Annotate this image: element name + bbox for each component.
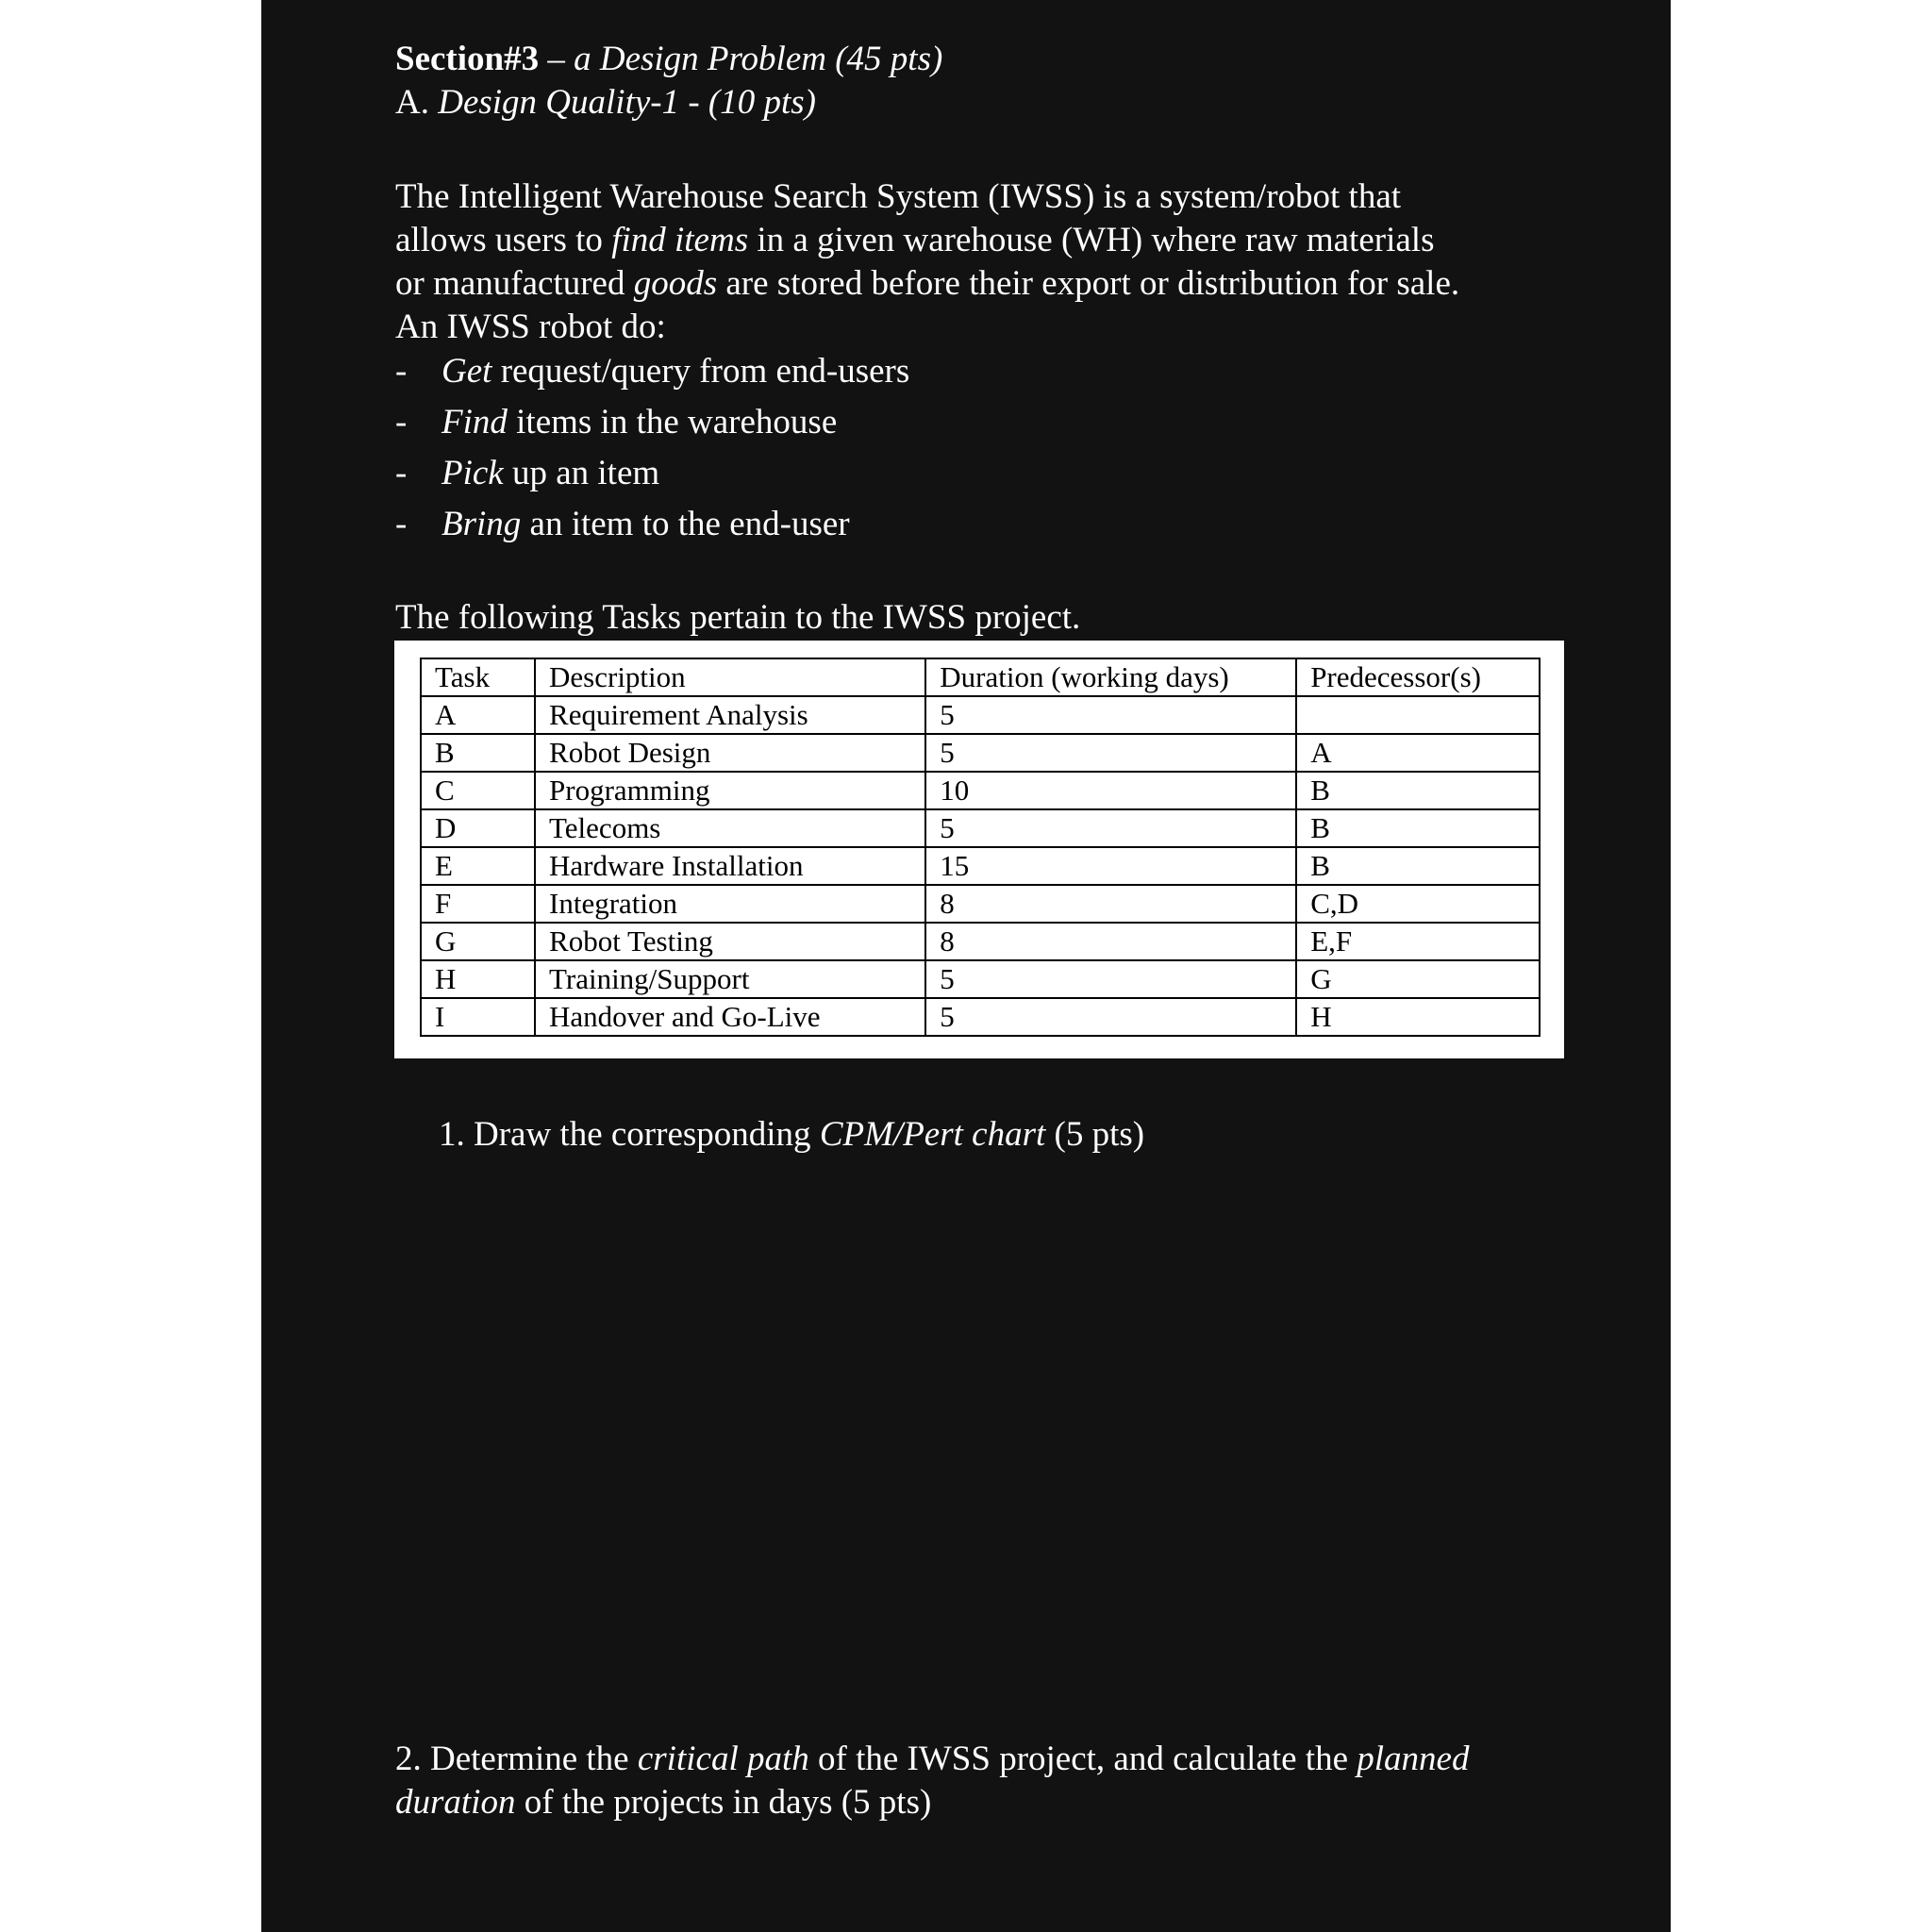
cell-description: Robot Design [535,734,925,772]
question-2-text-a: 2. Determine the [395,1740,638,1778]
subsection-title [395,81,942,125]
question-2-line-1 [395,1738,1669,1781]
table-header-row [421,658,1540,696]
table-row [421,734,1540,772]
section-subtitle: – a Design Problem (45 pts) [539,40,943,78]
question-2 [395,1738,1669,1824]
subsection-text: Design Quality-1 - (10 pts) [438,83,817,122]
cell-task: A [421,696,535,734]
cell-duration: 5 [925,734,1296,772]
cell-task: C [421,772,535,809]
section-title [395,38,942,81]
header-predecessors: Predecessor(s) [1296,658,1540,696]
list-item-verb: Get [441,352,492,391]
cell-predecessors: B [1296,772,1540,809]
cell-task: E [421,847,535,885]
cell-duration: 8 [925,923,1296,960]
question-1-emph: CPM/Pert chart [819,1115,1046,1154]
question-2-text-c: of the projects in days (5 pts) [515,1783,932,1822]
cell-description: Telecoms [535,809,925,847]
cell-duration: 8 [925,885,1296,923]
header-task: Task [421,658,535,696]
table-row [421,847,1540,885]
cell-predecessors [1296,696,1540,734]
intro-line-4: An IWSS robot do: [395,308,666,346]
cell-task: B [421,734,535,772]
cell-description: Robot Testing [535,923,925,960]
dash-marker: - [395,352,408,391]
list-item [395,452,909,503]
table-row [421,772,1540,809]
cell-description: Training/Support [535,960,925,998]
task-table-panel [394,641,1564,1058]
header-duration: Duration (working days) [925,658,1296,696]
task-table [420,658,1541,1037]
cell-duration: 15 [925,847,1296,885]
question-1-suffix: (5 pts) [1045,1115,1145,1154]
subsection-label: A. [395,83,439,122]
question-2-emph-a: critical path [637,1740,809,1778]
table-row [421,885,1540,923]
cell-task: H [421,960,535,998]
list-item-verb: Pick [441,454,504,492]
list-item [395,401,909,452]
intro-line-3-emph: goods [633,264,718,303]
list-item [395,503,909,554]
question-2-emph-b: planned [1357,1740,1470,1778]
section-heading [395,38,942,125]
list-item-text: request/query from end-users [491,352,910,391]
cell-task: F [421,885,535,923]
dash-marker: - [395,403,408,441]
question-1-prefix: 1. Draw the corresponding [439,1115,820,1154]
cell-duration: 5 [925,960,1296,998]
intro-paragraph [395,175,1659,349]
cell-description: Handover and Go-Live [535,998,925,1036]
cell-duration: 10 [925,772,1296,809]
list-item-text: items in the warehouse [507,403,838,441]
list-item [395,350,909,401]
intro-line-3-c: are stored before their export or distribution for sale. [717,264,1460,303]
cell-description: Requirement Analysis [535,696,925,734]
capability-list [395,350,909,554]
document-page [261,0,1671,1932]
list-item-verb: Bring [441,505,522,543]
intro-line-3 [395,262,1659,306]
question-2-emph-c: duration [395,1783,516,1822]
cell-predecessors: E,F [1296,923,1540,960]
table-row [421,923,1540,960]
list-item-text: up an item [503,454,660,492]
cell-predecessors: G [1296,960,1540,998]
question-2-line-2 [395,1781,1669,1824]
intro-line-3-a: or manufactured [395,264,634,303]
cell-duration: 5 [925,809,1296,847]
cell-predecessors: H [1296,998,1540,1036]
cell-description: Programming [535,772,925,809]
list-item-text: an item to the end-user [521,505,850,543]
header-description: Description [535,658,925,696]
cell-predecessors: B [1296,809,1540,847]
table-row [421,998,1540,1036]
cell-predecessors: A [1296,734,1540,772]
intro-line-1: The Intelligent Warehouse Search System (IWSS) is a system/robot that [395,177,1402,216]
cell-predecessors: B [1296,847,1540,885]
intro-line-2-emph: find items [611,221,749,259]
tasks-intro: The following Tasks pertain to the IWSS project. [395,598,1081,637]
cell-duration: 5 [925,696,1296,734]
question-2-text-b: of the IWSS project, and calculate the [808,1740,1357,1778]
cell-predecessors: C,D [1296,885,1540,923]
cell-description: Hardware Installation [535,847,925,885]
cell-duration: 5 [925,998,1296,1036]
cell-task: I [421,998,535,1036]
intro-line-2-c: in a given warehouse (WH) where raw materials [748,221,1435,259]
intro-line-2 [395,219,1659,262]
cell-task: G [421,923,535,960]
question-1 [439,1113,1144,1157]
table-row [421,809,1540,847]
cell-task: D [421,809,535,847]
cell-description: Integration [535,885,925,923]
dash-marker: - [395,505,408,543]
section-label: Section#3 [395,40,540,78]
list-item-verb: Find [441,403,508,441]
table-row [421,696,1540,734]
table-row [421,960,1540,998]
dash-marker: - [395,454,408,492]
intro-line-2-a: allows users to [395,221,612,259]
